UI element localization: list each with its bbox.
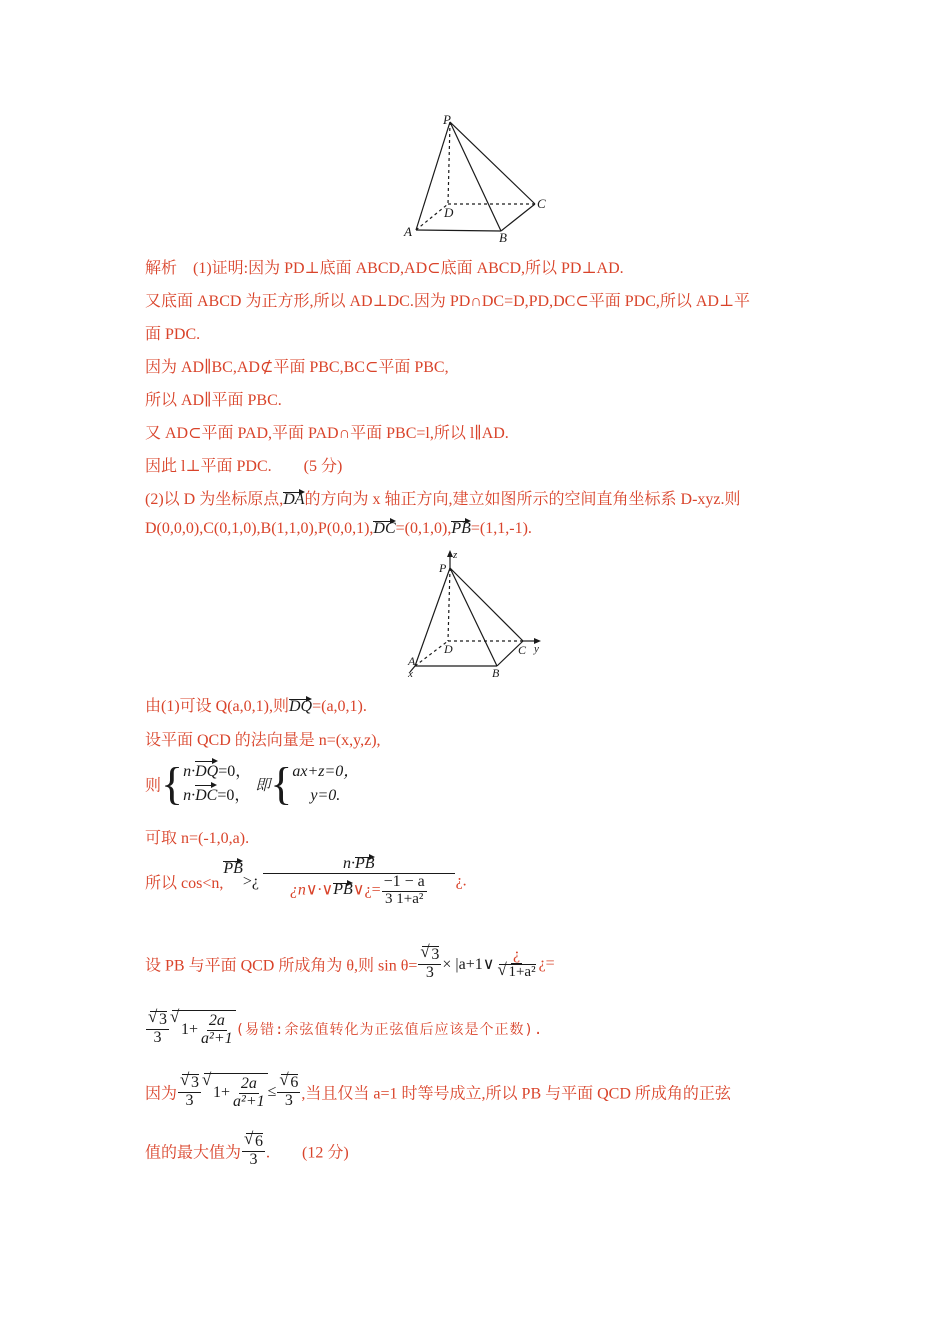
label-a: A bbox=[408, 654, 416, 668]
edge-pc bbox=[450, 122, 535, 204]
solution-line-7: 因此 l⊥平面 PDC. (5 分) bbox=[145, 458, 343, 475]
pyramid-figure-2-svg bbox=[400, 548, 550, 683]
sine-result bbox=[145, 1010, 543, 1048]
solution-line-9 bbox=[145, 520, 532, 538]
system-right bbox=[292, 760, 359, 808]
label-p: P bbox=[443, 112, 451, 127]
radical: √ 6 bbox=[246, 1133, 263, 1151]
numerator: ¿ bbox=[512, 945, 521, 963]
inequality-line bbox=[145, 1073, 731, 1111]
radicand-text: 1+ bbox=[181, 1020, 199, 1038]
denominator-text: ∨¿= bbox=[352, 881, 381, 899]
text: =(a,0,1). bbox=[312, 698, 367, 715]
denominator: 3 bbox=[425, 963, 434, 981]
text: . (12 分) bbox=[266, 1144, 349, 1162]
sine-formula bbox=[145, 946, 555, 982]
denominator-text: ¿n∨·∨ bbox=[289, 881, 334, 899]
numerator bbox=[418, 946, 441, 965]
text: 设 PB 与平面 QCD 所成角为 θ,则 sin θ= bbox=[145, 957, 418, 975]
label-a: A bbox=[404, 224, 412, 239]
solution-line-11: 设平面 QCD 的法向量是 n=(x,y,z), bbox=[145, 732, 381, 749]
vector-pb: PB bbox=[333, 881, 353, 899]
pyramid-figure-1 bbox=[398, 108, 558, 248]
pyramid-figure-2 bbox=[400, 548, 550, 683]
edge-pc bbox=[450, 568, 523, 641]
vector-pb: PB bbox=[451, 520, 471, 537]
numerator bbox=[146, 1011, 169, 1030]
radical: √ 3 bbox=[422, 946, 439, 964]
label-x: x bbox=[408, 668, 413, 680]
label-d: D bbox=[444, 205, 454, 220]
edge-pb bbox=[450, 568, 497, 666]
solution-line-6: 又 AD⊂平面 PAD,平面 PAD∩平面 PBC=l,所以 l∥AD. bbox=[145, 425, 509, 442]
then-label: 则 bbox=[145, 777, 162, 795]
text: D(0,0,0),C(0,1,0),B(1,1,0),P(0,0,1), bbox=[145, 520, 374, 537]
text: ,当且仅当 a=1 时等号成立,所以 PB 与平面 QCD 所成角的正弦 bbox=[301, 1085, 731, 1103]
text: 值的最大值为 bbox=[145, 1144, 242, 1162]
sqrt3-over-3 bbox=[418, 946, 441, 982]
solution-line-3: 面 PDC. bbox=[145, 326, 201, 343]
solution-line-13: 可取 n=(-1,0,a). bbox=[145, 830, 250, 847]
inner-fraction bbox=[382, 874, 427, 908]
fraction bbox=[231, 1076, 267, 1111]
label-b: B bbox=[492, 666, 500, 680]
label-y: y bbox=[534, 643, 539, 655]
row bbox=[183, 760, 251, 784]
denominator: 3 bbox=[185, 1091, 194, 1109]
inner-numerator: −1 − a bbox=[383, 872, 425, 890]
row bbox=[183, 784, 251, 808]
solution-line-10 bbox=[145, 693, 367, 716]
row-text: =0， bbox=[218, 763, 252, 780]
left-brace: { bbox=[270, 758, 293, 809]
equation-system bbox=[145, 760, 359, 808]
text: 的方向为 x 轴正方向,建立如图所示的空间直角坐标系 D-xyz.则 bbox=[304, 491, 741, 508]
edge-pb bbox=[450, 122, 501, 231]
vector-dq: DQ bbox=[288, 698, 313, 715]
inner-denominator: 3 1+a² bbox=[385, 890, 424, 907]
vector-pb: PB bbox=[355, 855, 375, 872]
vector-da: DA bbox=[283, 491, 305, 508]
edge-ab bbox=[416, 230, 501, 231]
sqrt3-over-3 bbox=[146, 1011, 169, 1047]
ie-label: 即 bbox=[255, 777, 271, 794]
vector-dc: DC bbox=[373, 520, 396, 537]
edge-pd-hidden bbox=[448, 122, 450, 204]
text: 所以 cos<n, bbox=[145, 875, 224, 893]
final-answer bbox=[145, 1133, 349, 1169]
denominator: 3 bbox=[249, 1150, 258, 1168]
edge-bc bbox=[501, 204, 535, 231]
text: ¿. bbox=[455, 872, 467, 890]
text: =(1,1,-1). bbox=[470, 520, 532, 537]
label-d: D bbox=[444, 642, 453, 656]
solution-line-5: 所以 AD∥平面 PBC. bbox=[145, 392, 282, 409]
left-brace: { bbox=[161, 758, 184, 809]
label-b: B bbox=[499, 230, 507, 245]
numerator bbox=[263, 856, 455, 874]
edge-pd-hidden bbox=[448, 568, 450, 641]
numerator: 2a bbox=[208, 1012, 225, 1029]
denominator: 3 bbox=[153, 1028, 162, 1046]
text: >¿ bbox=[242, 872, 260, 890]
radical: √ 1+a² bbox=[499, 964, 535, 981]
sqrt6-over-3 bbox=[242, 1133, 265, 1169]
cosine-formula bbox=[145, 856, 467, 907]
radical: √ 3 bbox=[150, 1011, 167, 1029]
text: 由(1)可设 Q(a,0,1),则 bbox=[145, 698, 289, 715]
solution-line-4: 因为 AD∥BC,AD⊄平面 PBC,BC⊂平面 PBC, bbox=[145, 359, 449, 376]
numerator bbox=[178, 1074, 201, 1093]
denominator: 3 bbox=[284, 1091, 293, 1109]
solution-line-1: 解析 (1)证明:因为 PD⊥底面 ABCD,AD⊂底面 ABCD,所以 PD⊥AD. bbox=[145, 260, 624, 277]
row: ax+z=0， bbox=[292, 763, 360, 780]
label-z: z bbox=[453, 549, 458, 561]
radical: √ 6 bbox=[281, 1074, 298, 1092]
denominator bbox=[495, 964, 537, 981]
numerator: 2a bbox=[240, 1075, 257, 1092]
mistake-note: (易错:余弦值转化为正弦值后应该是个正数). bbox=[235, 1021, 544, 1038]
numerator-text: n· bbox=[343, 855, 356, 872]
radical: √ 3 bbox=[182, 1074, 199, 1092]
text: × |a+1∨ bbox=[442, 955, 495, 973]
radicand-text: 1+ bbox=[213, 1083, 231, 1101]
text: =(0,1,0), bbox=[395, 520, 452, 537]
text: 因为 bbox=[145, 1085, 178, 1103]
fraction bbox=[199, 1013, 235, 1048]
vector-pb: PB bbox=[223, 859, 243, 877]
numerator bbox=[242, 1133, 265, 1152]
denominator: a²+1 bbox=[233, 1092, 265, 1110]
pyramid-figure-1-svg bbox=[398, 108, 558, 248]
cosine-fraction bbox=[263, 856, 455, 907]
text: (2)以 D 为坐标原点, bbox=[145, 491, 284, 508]
solution-line-2: 又底面 ABCD 为正方形,所以 AD⊥DC.因为 PD∩DC=D,PD,DC⊂平面 PDC,所以 AD⊥平 bbox=[145, 293, 751, 310]
row-text: n· bbox=[183, 787, 196, 804]
radical bbox=[204, 1073, 268, 1111]
text: ≤ bbox=[267, 1082, 277, 1100]
solution-line-8 bbox=[145, 486, 741, 509]
vector-dc: DC bbox=[195, 784, 217, 808]
radical bbox=[172, 1010, 236, 1048]
denominator: a²+1 bbox=[201, 1029, 233, 1047]
denominator bbox=[288, 874, 430, 908]
row-text: =0， bbox=[217, 787, 251, 804]
fraction bbox=[495, 947, 537, 982]
label-p: P bbox=[439, 561, 447, 575]
system-left bbox=[183, 760, 251, 808]
row: y=0. bbox=[310, 787, 341, 804]
vector-dq: DQ bbox=[195, 760, 218, 784]
sqrt3-over-3 bbox=[178, 1074, 201, 1110]
sqrt6-over-3 bbox=[277, 1074, 300, 1110]
label-c: C bbox=[518, 643, 527, 657]
label-c: C bbox=[537, 196, 546, 211]
numerator bbox=[277, 1074, 300, 1093]
text: ¿= bbox=[538, 954, 555, 972]
row-text: n· bbox=[183, 763, 196, 780]
